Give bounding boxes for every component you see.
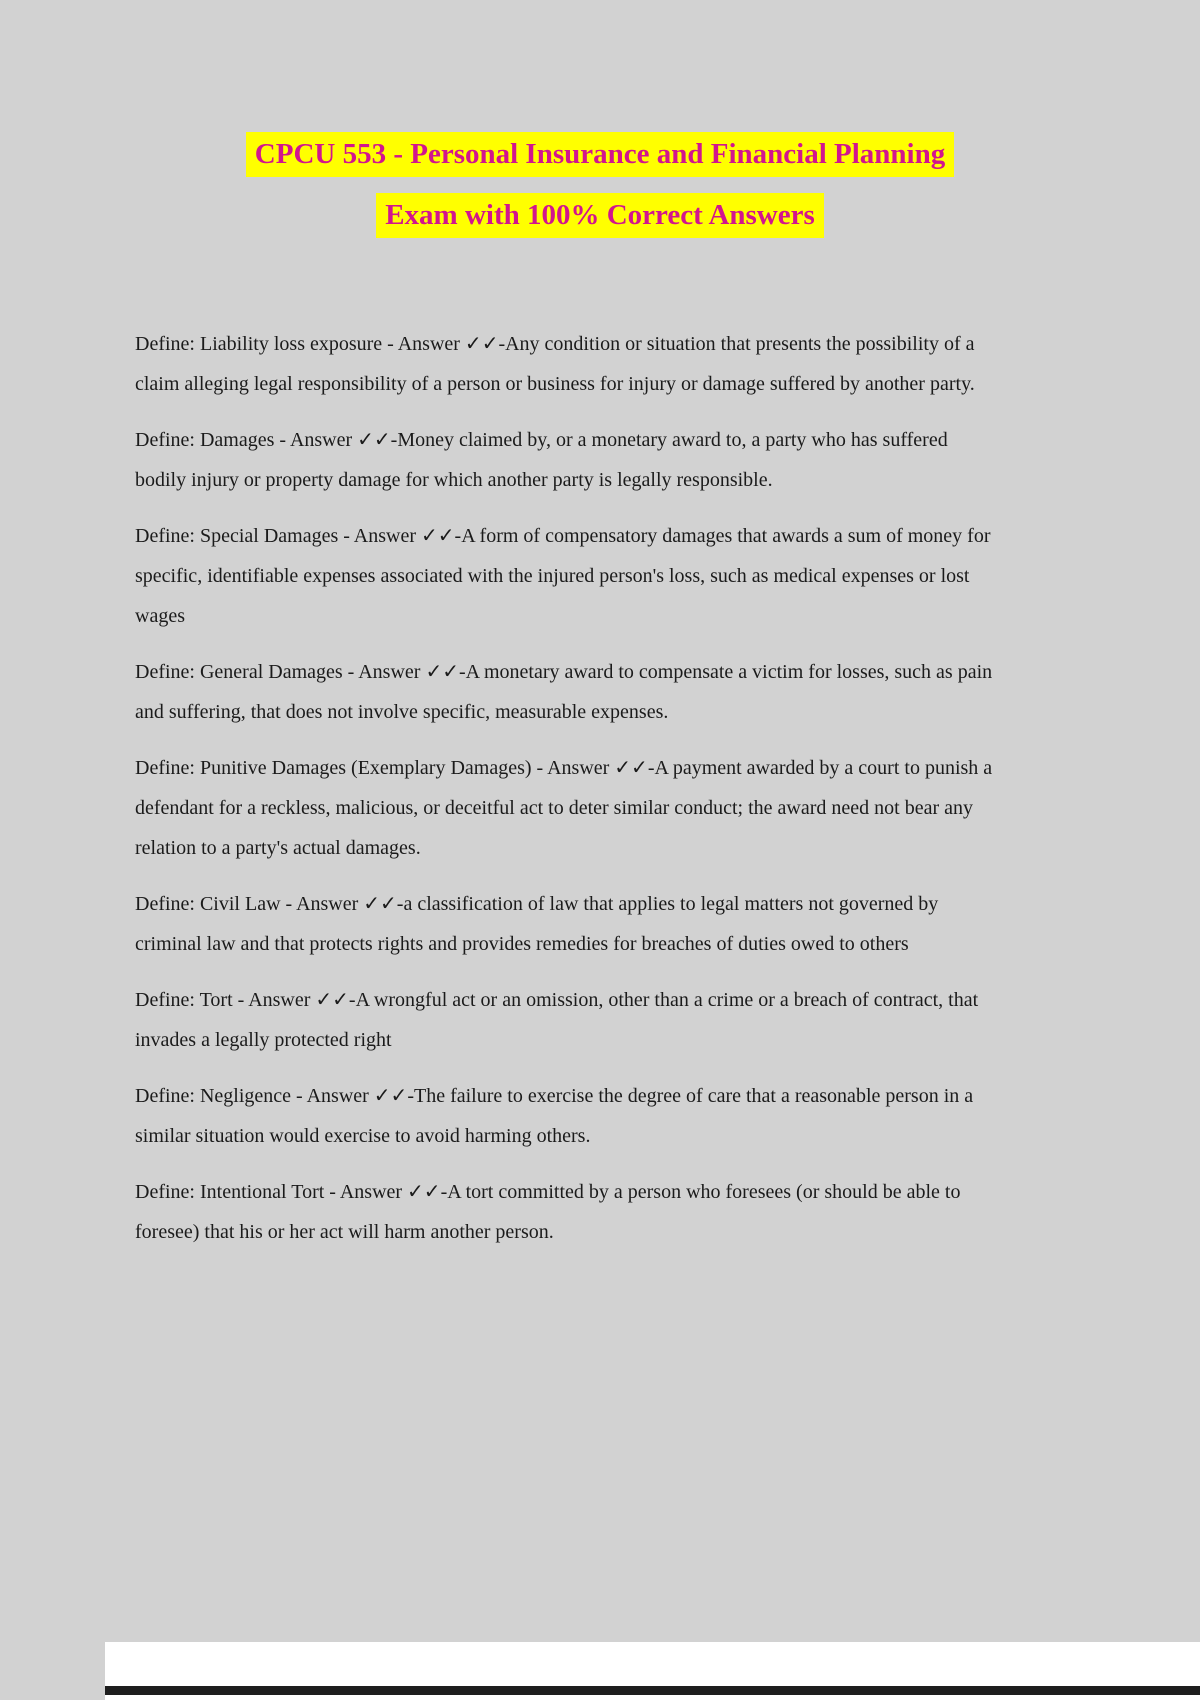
definition-paragraph: Define: Negligence - Answer ✓✓-The failure to exercise the degree of care that a reasonable person in a similar situation would exercise to avoid harming others. (135, 1084, 974, 1147)
document-body (0, 324, 1200, 1252)
definition-paragraph: Define: Damages - Answer ✓✓-Money claimed by, or a monetary award to, a party who has suffered bodily injury or property damage for which another party is legally responsible. (135, 428, 948, 491)
definition-paragraph: Define: Civil Law - Answer ✓✓-a classification of law that applies to legal matters not governed by criminal law and that protects rights and provides remedies for breaches of duties owed to others (135, 892, 939, 955)
definition-paragraph: Define: Liability loss exposure - Answer ✓✓-Any condition or situation that presents the possibility of a claim alleging legal responsibility of a person or business for injury or damage suffered by another party. (135, 332, 975, 395)
title-line-2-wrap (0, 193, 1200, 238)
document-title (0, 0, 1200, 238)
definition-paragraph: Define: Punitive Damages (Exemplary Damages) - Answer ✓✓-A payment awarded by a court to punish a defendant for a reckless, malicious, or deceitful act to deter similar conduct; the award need not bear any relation to a party's actual damages. (135, 756, 993, 859)
definition-paragraph: Define: Tort - Answer ✓✓-A wrongful act or an omission, other than a crime or a breach of contract, that invades a legally protected right (135, 988, 979, 1051)
definition-paragraph: Define: General Damages - Answer ✓✓-A monetary award to compensate a victim for losses, such as pain and suffering, that does not involve specific, measurable expenses. (135, 660, 993, 723)
page-separator (105, 1686, 1200, 1695)
definition-paragraph: Define: Intentional Tort - Answer ✓✓-A tort committed by a person who foresees (or should be able to foresee) that his or her act will harm another person. (135, 1180, 961, 1243)
title-line-1: CPCU 553 - Personal Insurance and Financial Planning (246, 132, 954, 177)
definition-paragraph: Define: Special Damages - Answer ✓✓-A form of compensatory damages that awards a sum of money for specific, identifiable expenses associated with the injured person's loss, such as medical expenses or lost wages (135, 524, 991, 627)
title-line-2: Exam with 100% Correct Answers (376, 193, 824, 238)
title-line-1-wrap (0, 132, 1200, 177)
